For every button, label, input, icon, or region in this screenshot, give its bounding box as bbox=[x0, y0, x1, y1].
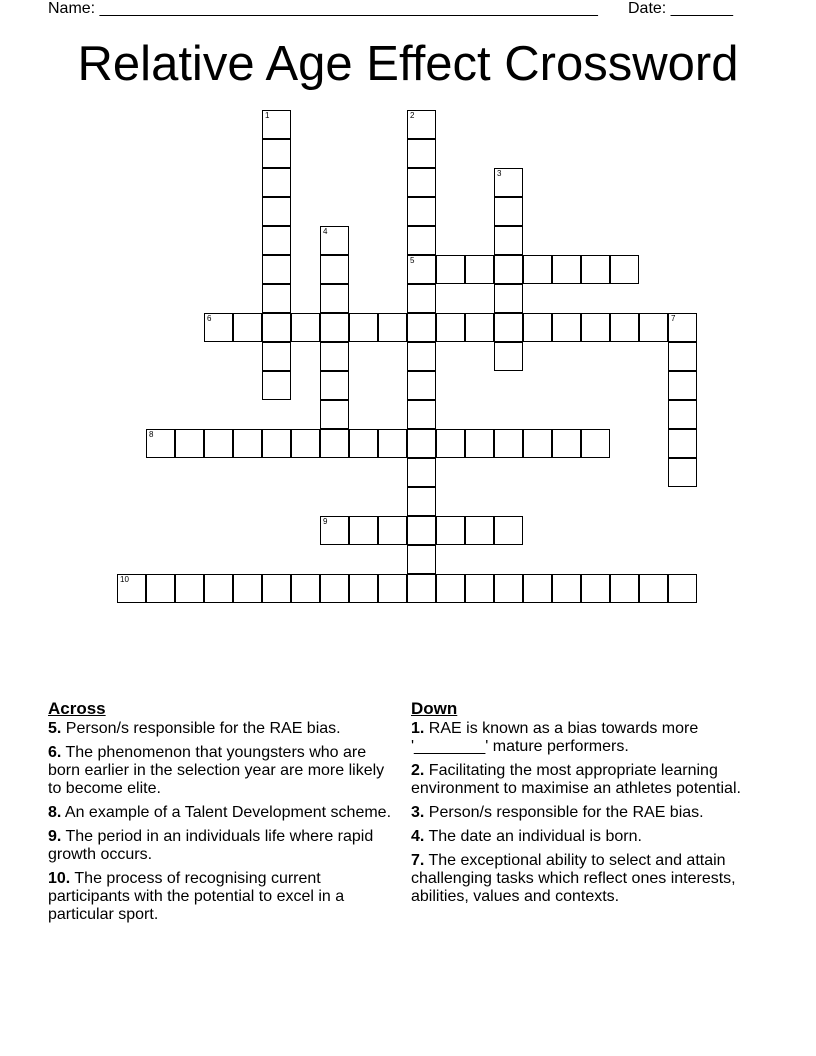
crossword-cell bbox=[262, 342, 291, 371]
crossword-cell bbox=[262, 284, 291, 313]
across-heading: Across bbox=[48, 699, 106, 718]
clue-text: The exceptional ability to select and attain challenging tasks which reflect ones interests, abilities, values and contexts. bbox=[411, 852, 736, 905]
crossword-cell bbox=[668, 371, 697, 400]
crossword-cell bbox=[639, 313, 668, 342]
crossword-cell bbox=[436, 516, 465, 545]
crossword-cell bbox=[581, 255, 610, 284]
crossword-cell bbox=[407, 429, 436, 458]
crossword-cell bbox=[262, 313, 291, 342]
cell-number: 4 bbox=[323, 227, 328, 236]
crossword-cell bbox=[552, 255, 581, 284]
clue-text: The process of recognising current participants with the potential to excel in a particular sport. bbox=[48, 870, 345, 923]
crossword-cell bbox=[320, 313, 349, 342]
crossword-cell bbox=[349, 313, 378, 342]
clue-text: The period in an individuals life where rapid growth occurs. bbox=[48, 828, 374, 863]
clue-across-10 bbox=[48, 870, 393, 924]
crossword-cell bbox=[262, 226, 291, 255]
crossword-cell bbox=[581, 574, 610, 603]
crossword-cell bbox=[494, 255, 523, 284]
crossword-cell bbox=[320, 429, 349, 458]
clue-number: 2. bbox=[411, 762, 425, 779]
clue-text: Person/s responsible for the RAE bias. bbox=[428, 804, 704, 821]
crossword-cell bbox=[494, 574, 523, 603]
crossword-cell bbox=[552, 429, 581, 458]
crossword-cell bbox=[407, 342, 436, 371]
crossword-cell bbox=[407, 226, 436, 255]
crossword-cell bbox=[407, 400, 436, 429]
clue-number: 6. bbox=[48, 744, 62, 761]
crossword-cell bbox=[117, 574, 146, 603]
crossword-cell bbox=[378, 516, 407, 545]
crossword-cell bbox=[262, 110, 291, 139]
crossword-cell bbox=[639, 574, 668, 603]
crossword-cell bbox=[407, 110, 436, 139]
crossword-cell bbox=[494, 226, 523, 255]
crossword-cell bbox=[465, 574, 494, 603]
crossword-cell bbox=[407, 487, 436, 516]
crossword-cell bbox=[291, 429, 320, 458]
clue-across-9 bbox=[48, 828, 393, 864]
down-heading: Down bbox=[411, 699, 458, 718]
clue-number: 10. bbox=[48, 870, 71, 887]
crossword-cell bbox=[407, 371, 436, 400]
crossword-cell bbox=[668, 429, 697, 458]
clue-text: Person/s responsible for the RAE bias. bbox=[65, 720, 341, 737]
crossword-cell bbox=[320, 516, 349, 545]
crossword-cell bbox=[407, 255, 436, 284]
crossword-cell bbox=[465, 255, 494, 284]
crossword-cell bbox=[494, 168, 523, 197]
crossword-cell bbox=[407, 313, 436, 342]
crossword-cell bbox=[436, 255, 465, 284]
clue-text: An example of a Talent Development scheme. bbox=[64, 804, 392, 821]
crossword-cell bbox=[378, 313, 407, 342]
crossword-cell bbox=[320, 400, 349, 429]
clue-number: 8. bbox=[48, 804, 62, 821]
crossword-cell bbox=[146, 429, 175, 458]
crossword-cell bbox=[581, 313, 610, 342]
clue-text: Facilitating the most appropriate learning environment to maximise an athletes potential. bbox=[411, 762, 741, 797]
clue-number: 3. bbox=[411, 804, 425, 821]
across-clues bbox=[48, 700, 393, 930]
clue-down-2 bbox=[411, 762, 763, 798]
crossword-cell bbox=[349, 429, 378, 458]
crossword-cell bbox=[320, 255, 349, 284]
date-label: Date: bbox=[628, 0, 667, 17]
date-blank: _______ bbox=[670, 0, 733, 17]
clue-number: 5. bbox=[48, 720, 62, 737]
crossword-cell bbox=[523, 255, 552, 284]
crossword-cell bbox=[668, 574, 697, 603]
crossword-cell bbox=[494, 313, 523, 342]
cell-number: 5 bbox=[410, 256, 415, 265]
name-blank: ________________________________________________________ bbox=[99, 0, 598, 17]
crossword-cell bbox=[668, 342, 697, 371]
crossword-cell bbox=[320, 371, 349, 400]
cell-number: 3 bbox=[497, 169, 502, 178]
crossword-cell bbox=[523, 574, 552, 603]
crossword-cell bbox=[494, 429, 523, 458]
cell-number: 9 bbox=[323, 517, 328, 526]
crossword-cell bbox=[262, 574, 291, 603]
crossword-cell bbox=[523, 313, 552, 342]
crossword-cell bbox=[494, 342, 523, 371]
crossword-cell bbox=[378, 429, 407, 458]
crossword-cell bbox=[436, 429, 465, 458]
crossword-cell bbox=[291, 574, 320, 603]
clue-text: RAE is known as a bias towards more '________' mature performers. bbox=[411, 720, 699, 755]
crossword-cell bbox=[465, 429, 494, 458]
crossword-cell bbox=[407, 197, 436, 226]
crossword-cell bbox=[320, 342, 349, 371]
crossword-cell bbox=[233, 574, 262, 603]
crossword-cell bbox=[204, 313, 233, 342]
clue-number: 1. bbox=[411, 720, 425, 737]
crossword-cell bbox=[465, 313, 494, 342]
crossword-cell bbox=[262, 197, 291, 226]
crossword-cell bbox=[291, 313, 320, 342]
crossword-cell bbox=[320, 574, 349, 603]
clue-number: 4. bbox=[411, 828, 425, 845]
crossword-cell bbox=[668, 400, 697, 429]
clue-number: 9. bbox=[48, 828, 62, 845]
down-clues bbox=[411, 700, 763, 912]
clue-number: 7. bbox=[411, 852, 425, 869]
clue-down-7 bbox=[411, 852, 763, 906]
crossword-cell bbox=[552, 574, 581, 603]
crossword-cell bbox=[233, 313, 262, 342]
cell-number: 8 bbox=[149, 430, 154, 439]
cell-number: 2 bbox=[410, 111, 415, 120]
crossword-cell bbox=[407, 284, 436, 313]
crossword-cell bbox=[175, 574, 204, 603]
clue-text: The phenomenon that youngsters who are born earlier in the selection year are more likely to become elite. bbox=[48, 744, 385, 797]
clue-down-4 bbox=[411, 828, 763, 846]
crossword-cell bbox=[349, 574, 378, 603]
crossword-cell bbox=[262, 371, 291, 400]
crossword-cell bbox=[204, 429, 233, 458]
crossword-cell bbox=[494, 516, 523, 545]
crossword-cell bbox=[610, 313, 639, 342]
crossword-cell bbox=[581, 429, 610, 458]
crossword-cell bbox=[204, 574, 233, 603]
crossword-cell bbox=[668, 458, 697, 487]
crossword-cell bbox=[494, 284, 523, 313]
cell-number: 7 bbox=[671, 314, 676, 323]
crossword-cell bbox=[523, 429, 552, 458]
crossword-cell bbox=[407, 139, 436, 168]
clue-across-6 bbox=[48, 744, 393, 798]
crossword-cell bbox=[668, 313, 697, 342]
clue-across-5 bbox=[48, 720, 393, 738]
clue-across-8 bbox=[48, 804, 393, 822]
name-label: Name: bbox=[48, 0, 96, 17]
clue-down-1 bbox=[411, 720, 763, 756]
crossword-cell bbox=[407, 545, 436, 574]
crossword-cell bbox=[262, 255, 291, 284]
crossword-cell bbox=[175, 429, 204, 458]
cell-number: 1 bbox=[265, 111, 270, 120]
cell-number: 6 bbox=[207, 314, 212, 323]
crossword-cell bbox=[407, 574, 436, 603]
crossword-cell bbox=[262, 168, 291, 197]
crossword-cell bbox=[436, 574, 465, 603]
crossword-cell bbox=[436, 313, 465, 342]
crossword-cell bbox=[552, 313, 581, 342]
cell-number: 10 bbox=[120, 575, 129, 584]
crossword-cell bbox=[610, 255, 639, 284]
crossword-cell bbox=[320, 284, 349, 313]
crossword-cell bbox=[349, 516, 378, 545]
crossword-cell bbox=[610, 574, 639, 603]
crossword-cell bbox=[320, 226, 349, 255]
crossword-cell bbox=[494, 197, 523, 226]
clue-down-3 bbox=[411, 804, 763, 822]
crossword-cell bbox=[233, 429, 262, 458]
crossword-cell bbox=[407, 168, 436, 197]
crossword-cell bbox=[378, 574, 407, 603]
page-title: Relative Age Effect Crossword bbox=[77, 37, 739, 91]
crossword-cell bbox=[407, 458, 436, 487]
crossword-cell bbox=[407, 516, 436, 545]
crossword-cell bbox=[262, 139, 291, 168]
clue-text: The date an individual is born. bbox=[428, 828, 642, 845]
crossword-cell bbox=[262, 429, 291, 458]
crossword-cell bbox=[465, 516, 494, 545]
crossword-cell bbox=[146, 574, 175, 603]
